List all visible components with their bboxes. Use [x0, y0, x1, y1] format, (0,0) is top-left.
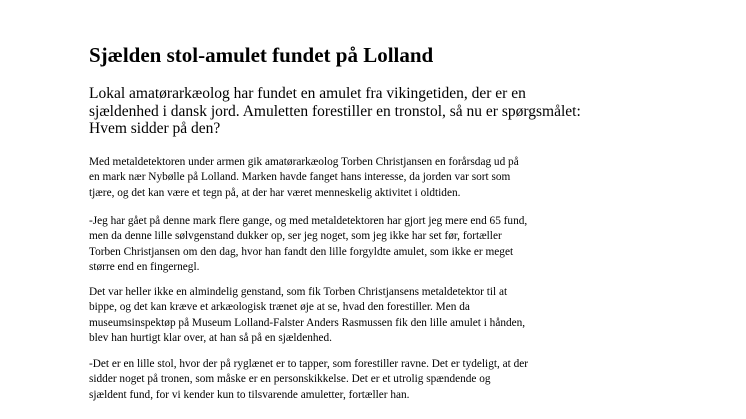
lead-line: Hvem sidder på den? — [89, 120, 221, 137]
paragraph-line: Med metaldetektoren under armen gik amatørarkæolog Torben Christjansen en forårsdag ud på — [89, 156, 519, 168]
body-paragraph-4 — [89, 357, 589, 403]
paragraph-line: bippe, og det kan kræve et arkæologisk trænet øje at se, hvad den forestiller. Men da — [89, 301, 470, 314]
paragraph-line: men da denne lille sølvgenstand dukker op, ser jeg noget, som jeg ikke har set før, fortæller — [89, 230, 502, 243]
article-lead — [89, 85, 589, 138]
paragraph-line: en mark nær Nybølle på Lolland. Marken havde fanget hans interesse, da jorden var sort som — [89, 171, 511, 184]
body-paragraph-2 — [89, 214, 589, 275]
paragraph-line: sidder noget på tronen, som måske er en personskikkelse. Det er et utrolig spændende og — [89, 373, 491, 386]
paragraph-line: -Det er en lille stol, hvor der på ryglænet er to tapper, som forestiller ravne. Det er tydeligt, at der — [89, 358, 529, 370]
lead-line: sjældenhed i dansk jord. Amuletten forestiller en tronstol, så nu er spørgsmålet: — [89, 102, 581, 120]
paragraph-line: Det var heller ikke en almindelig genstand, som fik Torben Christjansens metaldetektor til at — [89, 286, 508, 298]
body-paragraph-3 — [89, 285, 589, 346]
paragraph-line: blev han hurtigt klar over, at han så på en sjældenhed. — [89, 331, 332, 344]
paragraph-line: museumsinspektøp på Museum Lolland-Falster Anders Rasmussen fik den lille amulet i hånden, — [89, 316, 526, 329]
paragraph-line: større end en fingernegl. — [89, 260, 200, 273]
paragraph-line: -Jeg har gået på denne mark flere gange, og med metaldetektoren har gjort jeg mere end 65 fund, — [89, 215, 528, 227]
body-paragraph-1 — [89, 155, 589, 201]
paragraph-line: sjældent fund, for vi kender kun to tilsvarende amuletter, fortæller han. — [89, 388, 410, 401]
lead-line: Lokal amatørarkæolog har fundet en amulet fra vikingetiden, der er en — [89, 85, 526, 102]
paragraph-line: tjære, og det kan være et tegn på, at der har været menneskelig aktivitet i oldtiden. — [89, 186, 461, 199]
paragraph-line: Torben Christjansen om den dag, hvor han fandt den lille forgyldte amulet, som ikke er meget — [89, 245, 514, 258]
article-headline: Sjælden stol-amulet fundet på Lolland — [89, 43, 434, 67]
